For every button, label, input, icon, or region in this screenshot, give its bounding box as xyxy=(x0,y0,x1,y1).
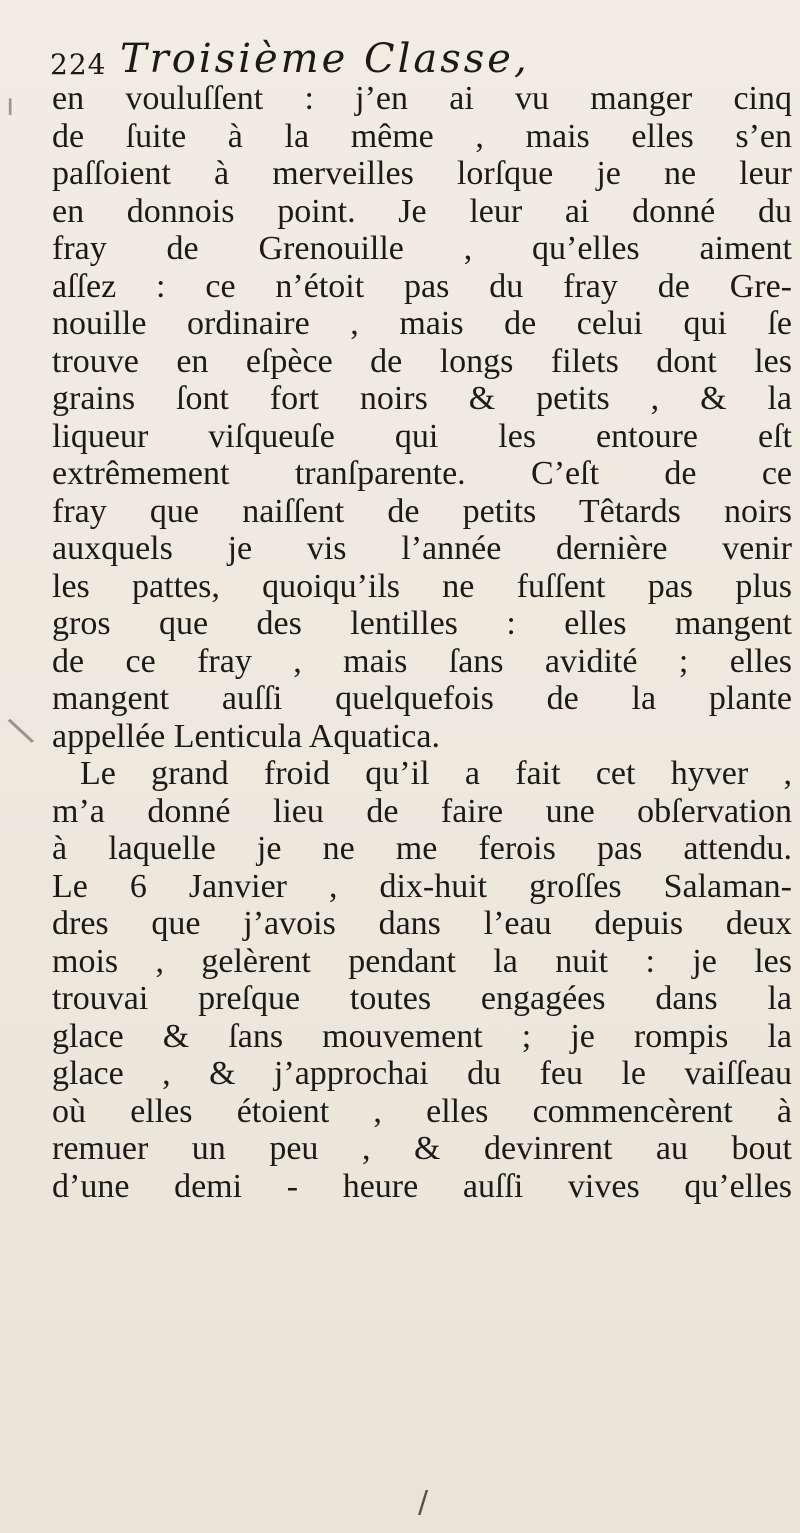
text-line-11: extrêmement tranſparente. C’eſt de ce xyxy=(52,455,792,492)
text-line-22: Le 6 Janvier , dix-huit groſſes Salaman- xyxy=(52,867,792,905)
text-line-9: grains ſont fort noirs & petits , & la xyxy=(52,380,792,417)
text-line-2: de ſuite à la même , mais elles s’en xyxy=(52,117,792,155)
text-line-23: dres que j’avois dans l’eau depuis deux xyxy=(52,905,792,942)
text-line-1: en vouluſſent : j’en ai vu manger cinq xyxy=(52,80,792,117)
text-line-8: trouve en eſpèce de longs filets dont les xyxy=(52,342,792,380)
text-line-18: appellée Lenticula Aquatica. xyxy=(52,717,440,755)
page-number: 224 xyxy=(50,48,107,81)
text-line-28: où elles étoient , elles commencèrent à xyxy=(52,1092,792,1130)
text-line-15: gros que des lentilles : elles mangent xyxy=(52,605,792,642)
text-line-17: mangent auſſi quelquefois de la plante xyxy=(52,680,792,717)
text-line-25: trouvai preſque toutes engagées dans la xyxy=(52,980,792,1017)
text-line-12: fray que naiſſent de petits Têtards noirs xyxy=(52,492,792,530)
text-line-14: les pattes, quoiqu’ils ne fuſſent pas plus xyxy=(52,567,792,605)
text-line-20: m’a donné lieu de faire une obſervation xyxy=(52,792,792,830)
text-line-21: à laquelle je ne me ferois pas attendu. xyxy=(52,830,792,867)
text-line-13: auxquels je vis l’année dernière venir xyxy=(52,530,792,567)
text-line-19: Le grand froid qu’il a fait cet hyver , xyxy=(80,755,792,792)
text-line-4: en donnois point. Je leur ai donné du xyxy=(52,192,792,230)
text-line-16: de ce fray , mais ſans avidité ; elles xyxy=(52,642,792,680)
page-header xyxy=(50,30,790,86)
text-line-27: glace , & j’approchai du feu le vaiſſeau xyxy=(52,1055,792,1092)
text-line-5: fray de Grenouille , qu’elles aiment xyxy=(52,230,792,267)
text-line-10: liqueur viſqueuſe qui les entoure eſt xyxy=(52,417,792,455)
margin-mark-top: ı xyxy=(6,88,15,123)
text-line-26: glace & ſans mouvement ; je rompis la xyxy=(52,1017,792,1055)
text-line-30: d’une demi - heure auſſi vives qu’elles xyxy=(52,1167,792,1205)
text-line-6: aſſez : ce n’étoit pas du fray de Gre- xyxy=(52,267,792,305)
text-line-3: paſſoient à merveilles lorſque je ne leur xyxy=(52,155,792,192)
text-line-24: mois , gelèrent pendant la nuit : je les xyxy=(52,942,792,980)
margin-mark-bottom: / xyxy=(418,1485,429,1520)
text-line-29: remuer un peu , & devinrent au bout xyxy=(52,1130,792,1167)
text-line-7: nouille ordinaire , mais de celui qui ſe xyxy=(52,305,792,342)
body-text xyxy=(52,80,792,1205)
margin-mark-middle: \ xyxy=(3,707,37,753)
running-title: Troisième Classe, xyxy=(120,36,530,82)
